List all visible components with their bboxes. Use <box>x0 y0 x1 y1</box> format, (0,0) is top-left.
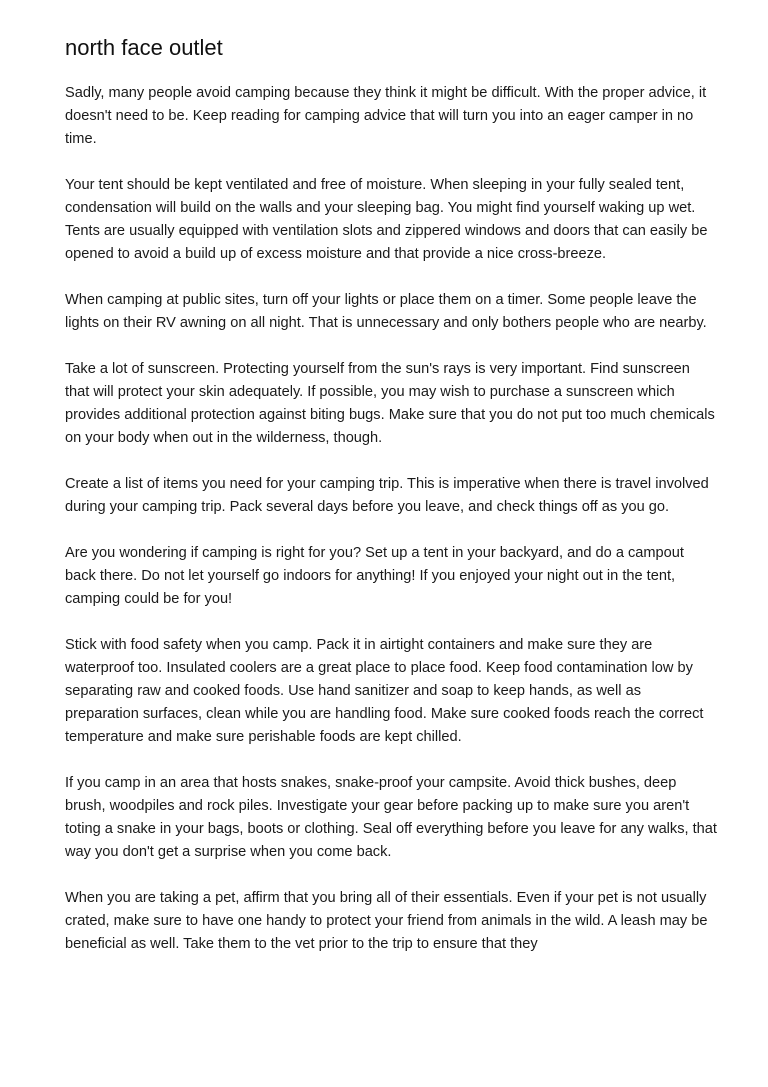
paragraph-packing-list: Create a list of items you need for your camping trip. This is imperative when there is travel involved during your camping trip. Pack several days before you leave, and check things off as you go. <box>65 476 709 515</box>
paragraph-intro: Sadly, many people avoid camping because they think it might be difficult. With the proper advice, it doesn't need to be. Keep reading for camping advice that will turn you into an eager camper in no time. <box>65 85 707 147</box>
document-body <box>65 82 717 979</box>
paragraph-sunscreen: Take a lot of sunscreen. Protecting yourself from the sun's rays is very important. Find sunscreen that will protect your skin adequately. If possible, you may wish to purchase a sunscreen which provides additional protection against biting bugs. Make sure that you do not put too much chemicals on your body when out in the wilderness, though. <box>65 361 715 446</box>
paragraph-public-site-lights: When camping at public sites, turn off your lights or place them on a timer. Some people leave the lights on their RV awning on all night. That is unnecessary and only bothers people who are nearby. <box>65 292 707 331</box>
paragraph-pet-essentials: When you are taking a pet, affirm that you bring all of their essentials. Even if your pet is not usually crated, make sure to have one handy to protect your friend from animals in the wild. A leash may be beneficial as well. Take them to the vet prior to the trip to ensure that they <box>65 890 708 952</box>
paragraph-food-safety: Stick with food safety when you camp. Pack it in airtight containers and make sure they are waterproof too. Insulated coolers are a great place to place food. Keep food contamination low by separating raw and cooked foods. Use hand sanitizer and soap to keep hands, as well as preparation surfaces, clean while you are handling food. Make sure cooked foods reach the correct temperature and make sure perishable foods are kept chilled. <box>65 637 704 745</box>
page-title: north face outlet <box>65 35 223 60</box>
paragraph-backyard-campout: Are you wondering if camping is right for you? Set up a tent in your backyard, and do a campout back there. Do not let yourself go indoors for anything! If you enjoyed your night out in the tent, camping could be for you! <box>65 545 684 607</box>
paragraph-tent-ventilation: Your tent should be kept ventilated and free of moisture. When sleeping in your fully sealed tent, condensation will build on the walls and your sleeping bag. You might find yourself waking up wet. Tents are usually equipped with ventilation slots and zippered windows and doors that can easily be opened to avoid a build up of excess moisture and that provide a nice cross-breeze. <box>65 177 708 262</box>
paragraph-snake-proofing: If you camp in an area that hosts snakes, snake-proof your campsite. Avoid thick bushes, deep brush, woodpiles and rock piles. Investigate your gear before packing up to make sure you aren't toting a snake in your bags, boots or clothing. Seal off everything before you leave for any walks, that way you don't get a surprise when you come back. <box>65 775 717 860</box>
